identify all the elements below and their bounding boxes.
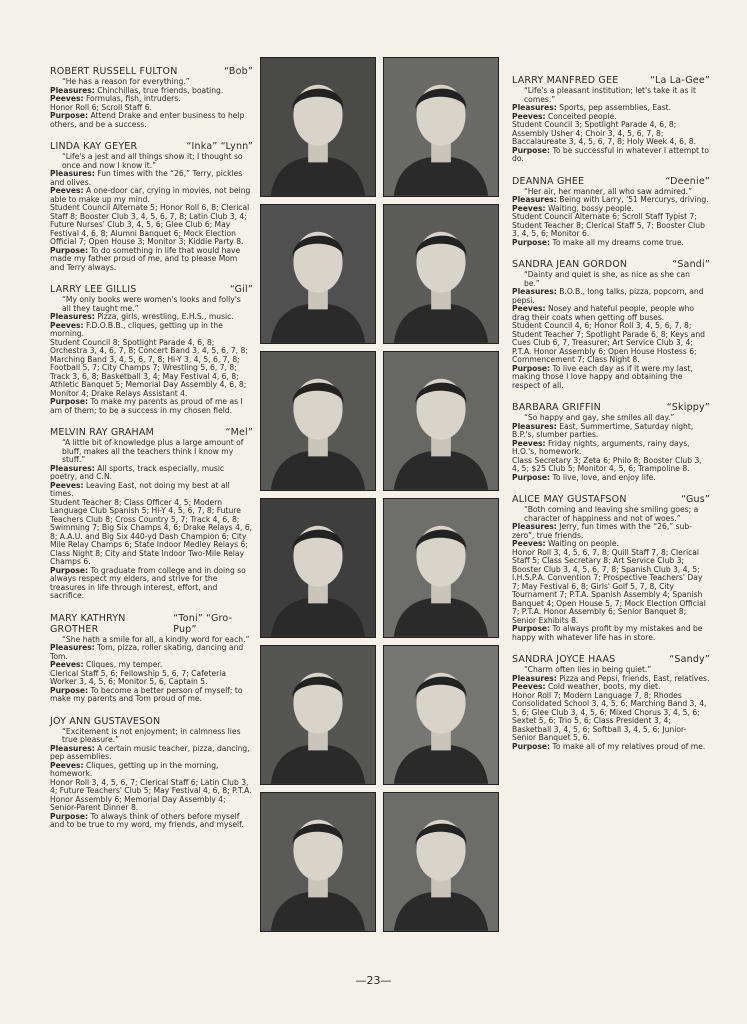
purpose-text: To make all my dreams come true. <box>552 237 684 247</box>
senior-name: ROBERT RUSSELL FULTON <box>50 66 178 77</box>
senior-quote: “Excitement is not enjoyment; in calmness lies true pleasure.” <box>62 726 241 744</box>
activities-text: Student Council 8; Spotlight Parade 4, 6, 8; Orchestra 3, 4, 6, 7, 8; Concert Band 3, 4, 5, 6, 7, 8; Marching Band 3, 4, 5, 6, 7, 8; Hi-Y 3, 4, 5, 6, 7, 8; Football 5, 7; City Champs 7; Wrestling 5, 6, 7, 8; Track 3, 6, 8; Basketball 3, 4; May Festival 4, 6, 8; Athletic Banquet 5; Memorial Day Assembly 4, 6, 8; Monitor 4; Drake Relays Assistant 4. <box>50 337 248 398</box>
peeves-label: Peeves: <box>50 480 84 490</box>
senior-entry <box>50 141 253 272</box>
purpose-text: To always think of others before myself and to be true to my word, my friends, and myself. <box>50 811 244 829</box>
senior-nickname: “Sandy” <box>669 654 710 665</box>
senior-quote: “Her air, her manner, all who saw admired.” <box>524 186 693 196</box>
activities-text: Student Council Alternate 5; Honor Roll 6, 8; Clerical Staff 8; Booster Club 3, 4, 5, 6, 7, 8; Latin Club 3, 4; Future Nurses' Club 3, 4, 5, 6; Glee Club 6; May Festival 4, 6, 8; Alumni Banquet 6; Mock Election Official 7; Open House 3; Monitor 3; Kiddie Party 8. <box>50 203 250 246</box>
senior-name-row <box>50 284 253 295</box>
activities-text: Honor Roll 3, 4, 5, 6, 7, 8; Quill Staff 7, 8; Clerical Staff 5; Class Secretary 8; Art Service Club 3; Booster Club 3, 4, 5, 6, 7, 8; Spanish Club 3, 4, 5; I.H.S.P.A. Convention 7; Prospective Teachers' Day 7; May Festival 6, 8; Girls' Golf 5, 7, 8, City Tournament 7; P.T.A. Spanish Assembly 4; Spanish Banquet 4; Open House 5, 7; Mock Election Official 7; P.T.A. Honor Assembly 6; Senior Banquet 8; Senior Exhibits 8. <box>512 547 706 625</box>
purpose-line <box>512 743 710 752</box>
peeves-text: Nosey and hateful people, people who drag their coats when getting off buses. <box>512 304 695 322</box>
portrait-silhouette <box>384 793 498 931</box>
peeves-text: Friday nights, arguments, rainy days, H.O.'s, homework. <box>512 438 690 456</box>
portrait-silhouette <box>261 205 375 343</box>
pleasures-line <box>50 644 253 661</box>
pleasures-line <box>50 170 253 187</box>
senior-entry <box>512 494 710 642</box>
senior-entry <box>512 75 710 164</box>
pleasures-text: Pizza and Pepsi, friends, East, relatives. <box>559 673 710 683</box>
activities-text: Student Council 4, 6; Honor Roll 3, 4, 5, 6, 7, 8; Student Teacher 7; Spotlight Parade 6, 8; Keys and Cues Club 6, 7, Treasurer; Art Service Club 3, 4; P.T.A. Honor Assembly 6; Open House Hostess 6; Commencement 7; Class Night 8. <box>512 321 705 364</box>
purpose-text: To make my parents as proud of me as I am of them; to be a success in my chosen field. <box>50 397 243 415</box>
senior-entry <box>512 259 710 390</box>
activities-text: Student Council 3; Spotlight Parade 4, 6, 8; Assembly Usher 4; Choir 3, 4, 5, 6, 7, 8; Baccalaureate 3, 4, 5, 6, 7, 8; Holy Week 4, 6, 8. <box>512 120 697 146</box>
pleasures-text: Sports, pep assemblies, East. <box>559 103 672 112</box>
senior-portrait <box>383 498 499 638</box>
senior-portrait <box>260 204 376 344</box>
senior-name: JOY ANN GUSTAVESON <box>50 715 161 727</box>
senior-entry <box>512 176 710 248</box>
senior-nickname: “Inka” “Lynn” <box>186 141 253 152</box>
purpose-text: To live, love, and enjoy life. <box>552 472 656 482</box>
senior-name: SANDRA JOYCE HAAS <box>512 654 616 665</box>
senior-entry <box>512 654 710 751</box>
senior-nickname: “Skippy” <box>666 402 710 413</box>
senior-quote: “Life's a pleasant institution; let's take it as it comes.” <box>524 86 696 104</box>
senior-portrait <box>260 498 376 638</box>
pleasures-label: Pleasures: <box>512 522 557 531</box>
senior-nickname: “Sandi” <box>672 259 710 270</box>
senior-name: MELVIN RAY GRAHAM <box>50 427 154 438</box>
peeves-line <box>512 305 710 322</box>
senior-quote: “My only books were women's looks and folly's all they taught me.” <box>62 295 241 313</box>
purpose-text: To do something in life that would have made my father proud of me, and to please Mom and Terry always. <box>50 245 241 272</box>
purpose-label: Purpose: <box>50 245 89 255</box>
senior-name: BARBARA GRIFFIN <box>512 402 601 413</box>
senior-name-row <box>50 427 253 438</box>
activities-text: Clerical Staff 5, 6; Fellowship 5, 6, 7; Cafeteria Worker 3, 4, 5, 6; Monitor 5, 6, Captain 5. <box>50 668 226 686</box>
purpose-label: Purpose: <box>50 811 89 821</box>
purpose-label: Purpose: <box>512 741 551 751</box>
portrait-silhouette <box>261 58 375 196</box>
senior-portrait <box>260 351 376 491</box>
pleasures-text: Being with Larry, '51 Mercurys, driving. <box>559 195 709 204</box>
purpose-label: Purpose: <box>512 237 551 247</box>
senior-nickname: “Bob” <box>224 66 253 77</box>
peeves-label: Peeves: <box>50 94 84 103</box>
purpose-line <box>512 239 710 248</box>
purpose-text: To live each day as if it were my last, making those I love happy and obtaining the respect of all. <box>512 363 693 390</box>
purpose-label: Purpose: <box>512 472 551 482</box>
senior-entry <box>50 284 253 415</box>
portrait-silhouette <box>384 499 498 637</box>
purpose-line <box>50 813 253 830</box>
purpose-text: To be successful in whatever I attempt to do. <box>512 145 710 163</box>
pleasures-label: Pleasures: <box>512 287 557 296</box>
peeves-text: Waiting on people. <box>547 539 619 548</box>
activities-text: Student Teacher 8; Class Officer 4, 5; Modern Language Club Spanish 5; Hi-Y 4, 5, 6, 7, 8; Future Teachers Club 8; Cross Country 5, 7; Track 4, 6, 8; Swimming 7; Big Six Champs 4, 6; Drake Relays 4, 6, 8; A.A.U. and Big Six 440-yd Dash Champion 6; City Mile Relay Champs 6; State Indoor Medley Relays 6; Class Night 8; City and State Indoor Two-Mile Relay Champs 6. <box>50 497 253 566</box>
peeves-text: Conceited people. <box>547 111 617 121</box>
senior-nickname: “Gil” <box>229 284 253 295</box>
left-column <box>50 66 253 842</box>
peeves-text: A one-door car, crying in movies, not being able to make up my mind. <box>50 186 251 204</box>
senior-name: LINDA KAY GEYER <box>50 141 138 152</box>
pleasures-label: Pleasures: <box>512 421 557 431</box>
senior-name-row <box>512 494 710 505</box>
pleasures-text: Fun times with the “26,” Terry, pickles and olives. <box>50 169 243 187</box>
purpose-label: Purpose: <box>50 685 89 695</box>
purpose-line <box>50 247 253 273</box>
peeves-label: Peeves: <box>512 304 546 313</box>
pleasures-label: Pleasures: <box>50 743 95 753</box>
peeves-label: Peeves: <box>50 660 84 669</box>
senior-entry <box>50 66 253 129</box>
senior-entry <box>50 716 253 830</box>
peeves-line <box>50 322 253 339</box>
senior-portrait <box>260 792 376 932</box>
senior-portrait <box>383 792 499 932</box>
senior-name: DEANNA GHEE <box>512 175 585 187</box>
senior-name: MARY KATHRYN GROTHER <box>50 612 126 635</box>
portrait-silhouette <box>261 793 375 931</box>
peeves-label: Peeves: <box>512 111 546 121</box>
senior-name-row <box>50 613 253 635</box>
peeves-line <box>50 187 253 204</box>
purpose-label: Purpose: <box>512 145 551 155</box>
page-number: —23— <box>355 974 392 987</box>
portrait-silhouette <box>261 499 375 637</box>
activities-text: Student Council Alternate 6; Scroll Staff Typist 7; Student Teacher 8; Clerical Staff 5, 7; Booster Club 3, 4, 5, 6; Monitor 6. <box>512 212 705 238</box>
senior-quote: “She hath a smile for all, a kindly word for each.” <box>62 634 250 644</box>
pleasures-text: Pizza, girls, wrestling, E.H.S., music. <box>97 312 234 321</box>
pleasures-label: Pleasures: <box>50 85 95 95</box>
purpose-line <box>512 147 710 164</box>
peeves-label: Peeves: <box>50 760 84 770</box>
senior-nickname: “Toni” “Gro-Pup” <box>173 612 233 635</box>
peeves-line <box>50 762 253 779</box>
senior-quote: “Dainty and quiet is she, as nice as she can be.” <box>524 270 690 288</box>
pleasures-label: Pleasures: <box>50 643 95 652</box>
peeves-text: Cliques, getting up in the morning, homework. <box>50 760 219 778</box>
purpose-text: To graduate from college and in doing so always respect my elders, and strive for the treasures in life through interest, effort, and sacrifice. <box>50 565 246 600</box>
senior-portrait <box>383 645 499 785</box>
pleasures-label: Pleasures: <box>512 103 557 112</box>
peeves-label: Peeves: <box>512 203 546 213</box>
portrait-silhouette <box>384 352 498 490</box>
pleasures-text: Tom, pizza, roller skating, dancing and Tom. <box>50 643 244 661</box>
senior-portrait <box>383 57 499 197</box>
pleasures-label: Pleasures: <box>50 463 95 473</box>
peeves-line <box>50 482 253 499</box>
peeves-text: Cliques, my temper. <box>85 660 163 669</box>
senior-quote: “So happy and gay, she smiles all day.” <box>524 413 675 422</box>
senior-nickname: “Gus” <box>681 494 710 505</box>
portrait-grid <box>260 57 502 934</box>
pleasures-label: Pleasures: <box>512 673 557 683</box>
pleasures-text: East, Summertime, Saturday night, B.P.'s, slumber parties. <box>512 421 694 439</box>
pleasures-line <box>512 523 710 540</box>
purpose-label: Purpose: <box>50 565 89 575</box>
activities-text: Honor Roll 6; Scroll Staff 6. <box>50 102 152 112</box>
peeves-text: Leaving East, not doing my best at all times. <box>50 480 230 498</box>
senior-name: SANDRA JEAN GORDON <box>512 259 628 270</box>
peeves-label: Peeves: <box>512 539 546 548</box>
purpose-line <box>512 474 710 483</box>
peeves-text: Formulas, fish, intruders. <box>85 94 181 103</box>
senior-name: LARRY MANFRED GEE <box>512 75 619 86</box>
activities-text: Honor Roll 3, 4, 5, 6, 7; Clerical Staff 6; Latin Club 3, 4; Future Teachers' Club 5; May Festival 4, 6, 8; P.T.A. Honor Assembly 6; Memorial Day Assembly 4; Senior-Parent Dinner 8. <box>50 777 252 812</box>
purpose-line <box>50 112 253 129</box>
pleasures-text: Chinchillas, true friends, boating. <box>97 85 224 95</box>
purpose-label: Purpose: <box>50 397 89 406</box>
right-column <box>512 75 710 763</box>
peeves-label: Peeves: <box>50 320 84 330</box>
purpose-text: To always profit by my mistakes and be happy with whatever life has in store. <box>512 624 703 642</box>
senior-quote: “Charm often lies in being quiet.” <box>524 665 652 674</box>
pleasures-text: B.O.B., long talks, pizza, popcorn, and pepsi. <box>512 287 704 305</box>
pleasures-label: Pleasures: <box>50 312 95 321</box>
purpose-line <box>50 687 253 704</box>
purpose-label: Purpose: <box>512 363 551 373</box>
senior-name-row <box>512 654 710 665</box>
purpose-text: To become a better person of myself; to make my parents and Tom proud of me. <box>50 685 243 703</box>
pleasures-text: All sports, track especially, music poetry, and C.N. <box>50 463 225 481</box>
purpose-line <box>50 398 253 415</box>
peeves-text: Cold weather, boots, my diet. <box>547 682 661 691</box>
senior-entry <box>50 613 253 704</box>
senior-nickname: “Deenie” <box>665 175 710 187</box>
pleasures-line <box>50 745 253 762</box>
peeves-label: Peeves: <box>50 186 84 195</box>
senior-name-row <box>512 176 710 187</box>
peeves-label: Peeves: <box>512 438 546 448</box>
portrait-silhouette <box>384 205 498 343</box>
peeves-label: Peeves: <box>512 682 546 691</box>
portrait-silhouette <box>261 352 375 490</box>
portrait-silhouette <box>384 58 498 196</box>
senior-name: LARRY LEE GILLIS <box>50 284 137 295</box>
senior-quote: “A little bit of knowledge plus a large amount of bluff, makes all the teachers think I know my stuff.” <box>62 438 244 464</box>
pleasures-line <box>50 465 253 482</box>
peeves-text: Waiting, bossy people. <box>547 203 634 213</box>
purpose-line <box>50 567 253 601</box>
purpose-label: Purpose: <box>50 111 89 120</box>
pleasures-text: A certain music teacher, pizza, dancing, pep assemblies. <box>50 743 250 761</box>
purpose-label: Purpose: <box>512 624 551 633</box>
senior-entry <box>512 402 710 482</box>
senior-quote: “Both coming and leaving she smiling goes; a character of happiness and not of woes.” <box>524 505 699 523</box>
senior-name: ALICE MAY GUSTAFSON <box>512 494 627 505</box>
peeves-text: F.D.O.B.B., cliques, getting up in the morning. <box>50 320 223 338</box>
senior-quote: “He has a reason for everything.” <box>62 77 190 86</box>
senior-nickname: “La La-Gee” <box>650 75 710 86</box>
peeves-line <box>512 440 710 457</box>
portrait-silhouette <box>261 646 375 784</box>
activities-text: Honor Roll 7; Modern Language 7, 8; Rhodes Consolidated School 3, 4, 5, 6; Marching Band 3, 4, 5, 6; Glee Club 3, 4, 5, 6; Mixed Chorus 3, 4, 5, 6; Sextet 5, 6; Trio 5, 6; Class President 3, 4; Basketball 3, 4, 5, 6; Softball 3, 4, 5, 6; Junior-Senior Banquet 5, 6. <box>512 690 707 742</box>
senior-portrait <box>260 57 376 197</box>
senior-name-row <box>512 259 710 270</box>
purpose-text: Attend Drake and enter business to help others, and be a success. <box>50 111 245 129</box>
senior-name-row <box>512 75 710 86</box>
senior-portrait <box>383 351 499 491</box>
pleasures-line <box>512 423 710 440</box>
purpose-line <box>512 365 710 391</box>
purpose-text: To make all of my relatives proud of me. <box>552 741 706 751</box>
senior-name-row <box>50 141 253 152</box>
senior-portrait <box>260 645 376 785</box>
pleasures-line <box>512 288 710 305</box>
activities-text: Class Secretary 3; Zeta 6; Philo 8; Booster Club 3, 4, 5; $25 Club 5; Monitor 4, 5, 6; Trampoline 8. <box>512 455 702 473</box>
pleasures-label: Pleasures: <box>50 169 95 178</box>
senior-name-row <box>512 402 710 413</box>
pleasures-text: Jerry, fun times with the “26,” sub-zero”, true friends. <box>512 522 692 540</box>
portrait-silhouette <box>384 646 498 784</box>
senior-entry <box>50 427 253 601</box>
senior-quote: “Life's a jest and all things show it; I thought so once and now I know it.” <box>62 152 243 170</box>
purpose-line <box>512 625 710 642</box>
senior-portrait <box>383 204 499 344</box>
senior-nickname: “Mel” <box>225 427 253 438</box>
pleasures-label: Pleasures: <box>512 195 557 204</box>
senior-name-row <box>50 716 253 727</box>
senior-name-row <box>50 66 253 77</box>
